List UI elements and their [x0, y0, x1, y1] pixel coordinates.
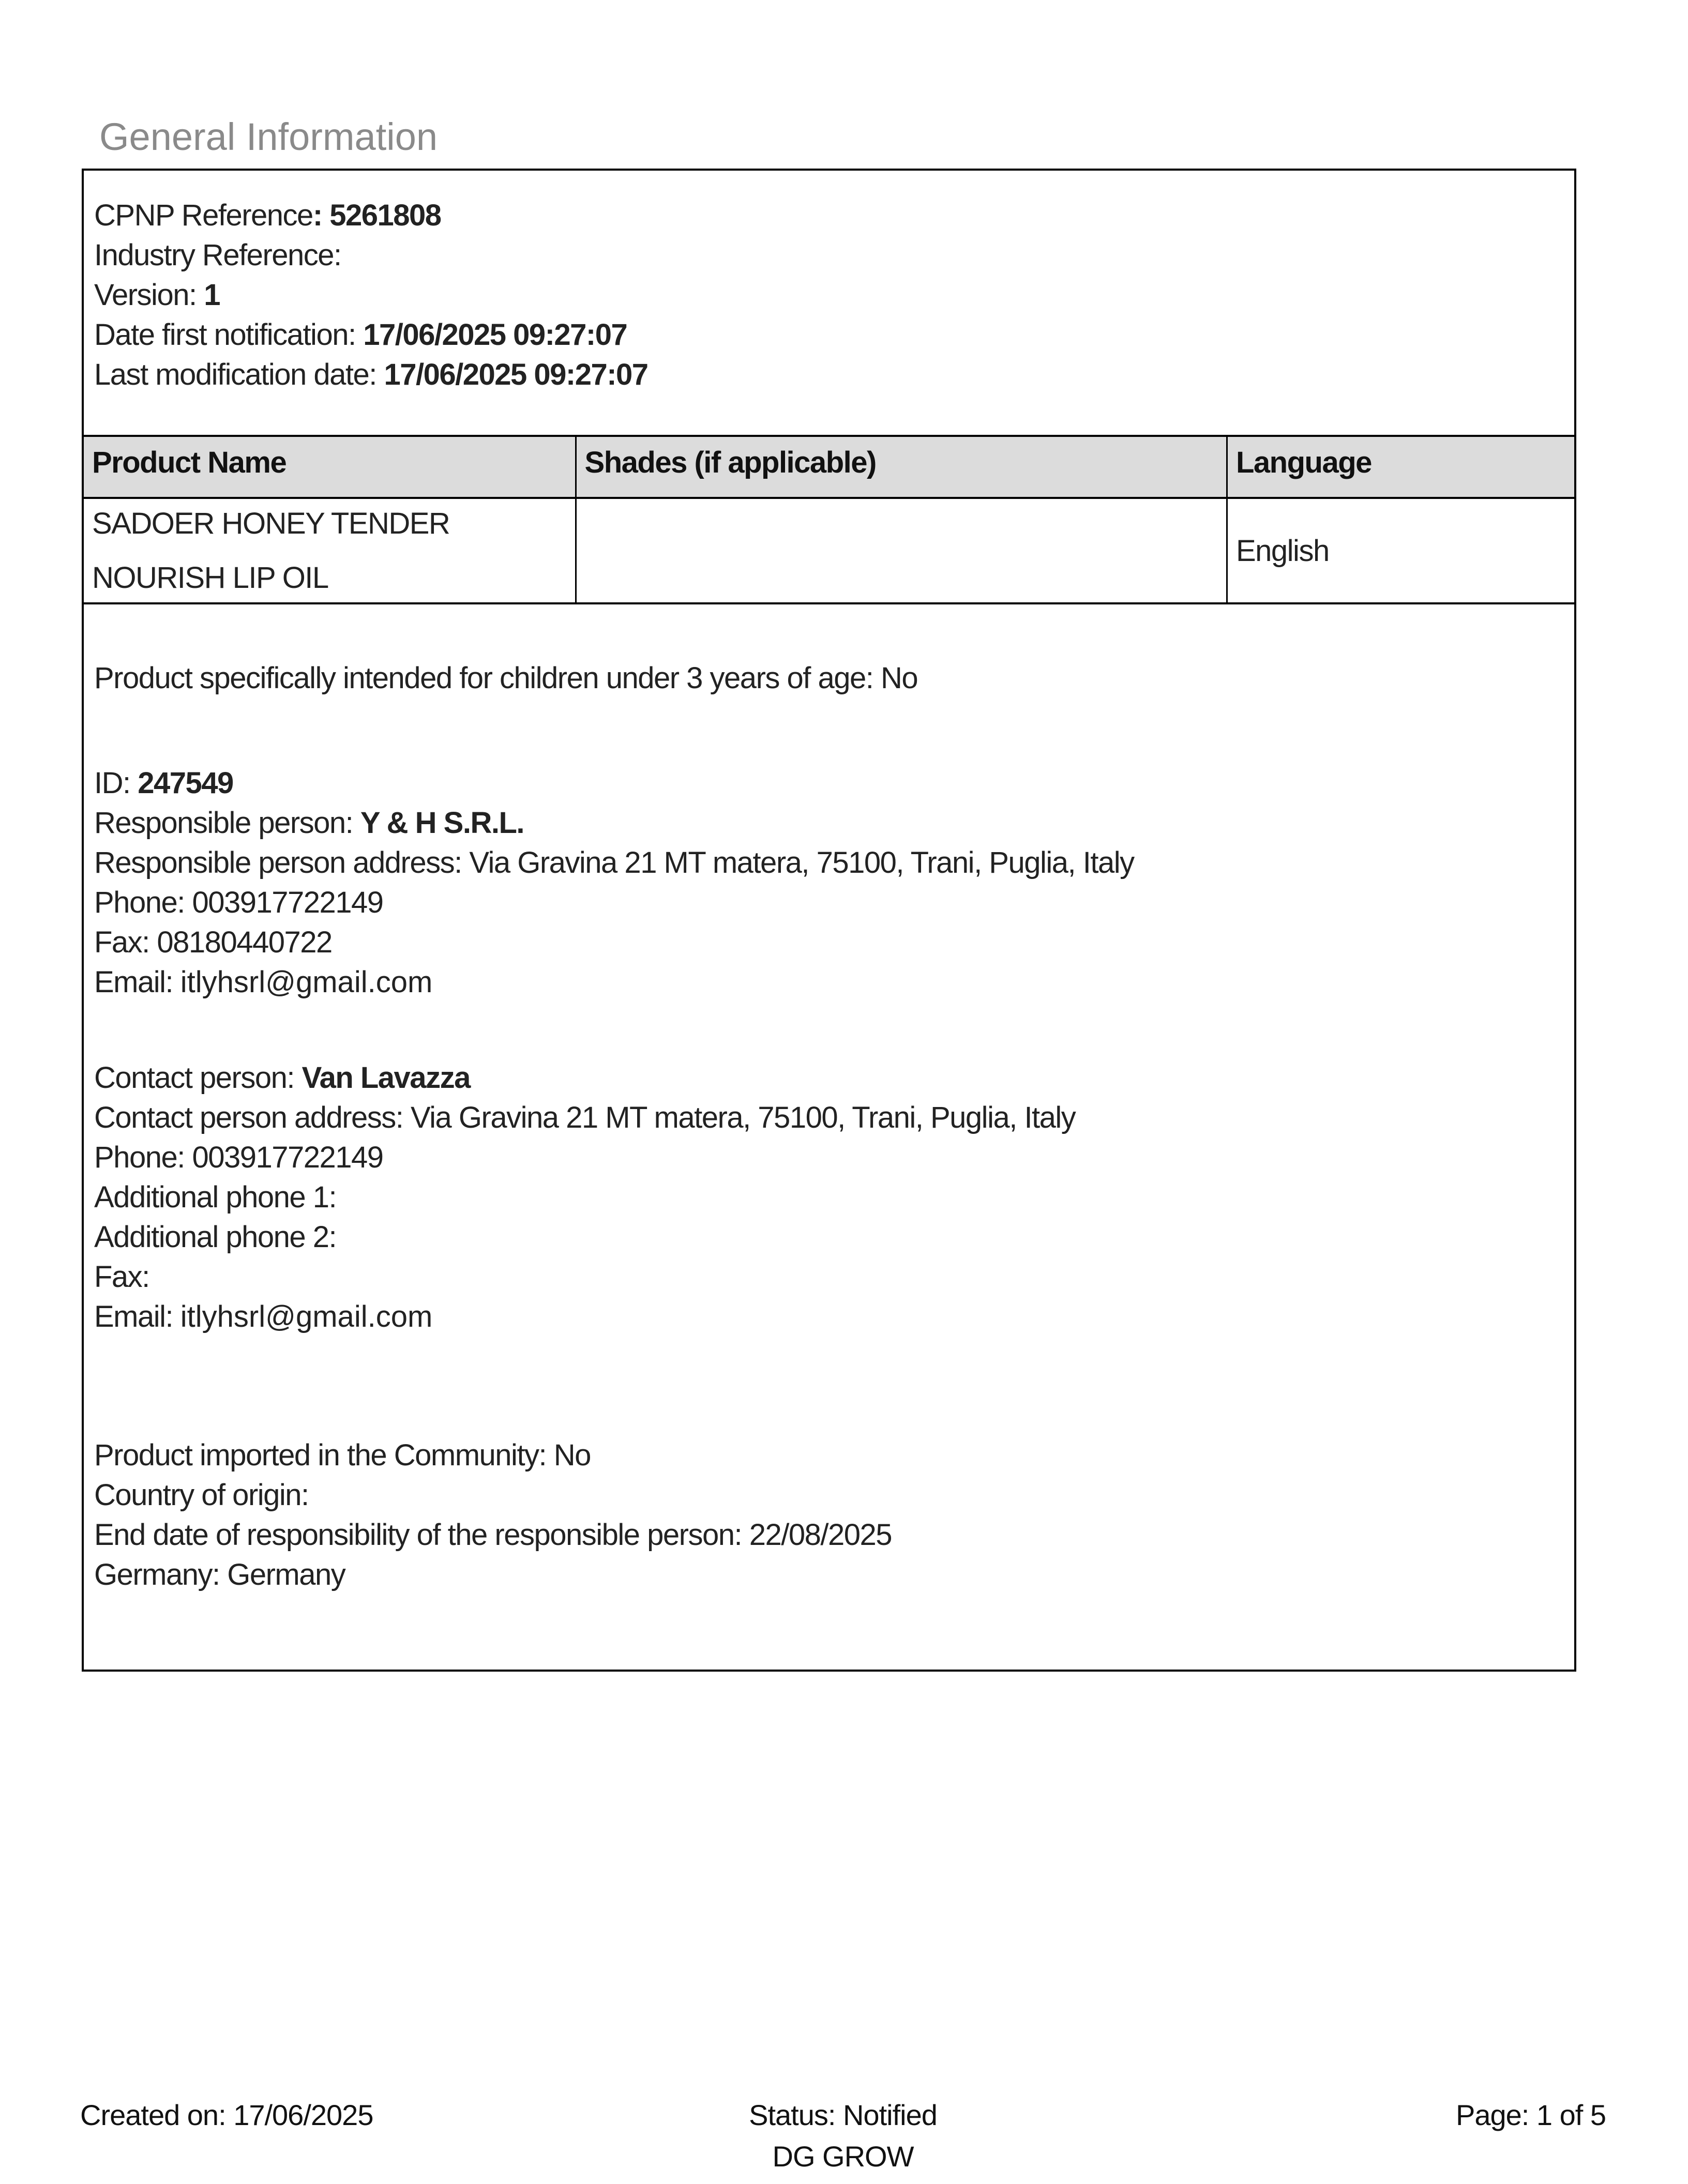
- field-contact-phone: Phone: 003917722149: [94, 1141, 383, 1174]
- label: Industry Reference:: [94, 238, 341, 272]
- field-cpnp-reference: [84, 195, 1574, 235]
- field-additional-phone-1: Additional phone 1:: [94, 1180, 337, 1214]
- value: Van Lavazza: [302, 1061, 470, 1095]
- label: Email:: [94, 965, 180, 999]
- label: Version:: [94, 278, 204, 312]
- field-children-intended: Product specifically intended for children under 3 years of age: No: [94, 661, 918, 695]
- value: Y & H S.R.L.: [360, 806, 524, 840]
- page-footer: [80, 2095, 1606, 2135]
- field-country-of-origin: Country of origin:: [94, 1478, 309, 1512]
- value: 1: [204, 278, 220, 312]
- field-phone: Phone: 003917722149: [94, 886, 383, 919]
- value: 17/06/2025 09:27:07: [384, 358, 648, 391]
- col-header-language: Language: [1227, 436, 1574, 498]
- field-contact-person-address: Contact person address: Via Gravina 21 MT matera, 75100, Trani, Puglia, Italy: [94, 1101, 1076, 1134]
- cell-product-name: [84, 498, 576, 603]
- field-responsible-person: [84, 803, 1574, 843]
- label: Contact person:: [94, 1061, 302, 1095]
- product-name-line-2: NOURISH LIP OIL: [92, 561, 328, 595]
- cell-shades: [576, 498, 1227, 603]
- page-title: General Information: [99, 115, 438, 158]
- import-section: [84, 1435, 1574, 1595]
- product-table-header-row: [84, 436, 1574, 498]
- value: 247549: [138, 766, 233, 800]
- field-contact-fax: Fax:: [94, 1260, 149, 1294]
- footer-dg-grow: DG GROW: [772, 2140, 914, 2173]
- field-product-imported: Product imported in the Community: No: [94, 1438, 591, 1472]
- field-date-first-notification: [84, 315, 1574, 355]
- field-fax: Fax: 08180440722: [94, 926, 332, 959]
- field-version: [84, 275, 1574, 315]
- responsible-person-section: [84, 763, 1574, 1002]
- col-header-shades: Shades (if applicable): [576, 436, 1227, 498]
- table-row: [84, 498, 1574, 603]
- field-contact-person: [84, 1058, 1574, 1098]
- col-header-product-name: Product Name: [84, 436, 576, 498]
- value: : 5261808: [312, 199, 441, 232]
- cell-language: English: [1227, 498, 1574, 603]
- contact-person-section: [84, 1058, 1574, 1337]
- footer-status: Status: Notified: [749, 2099, 937, 2131]
- field-end-date-responsibility: End date of responsibility of the responsible person: 22/08/2025: [94, 1518, 892, 1552]
- label: CPNP Reference: [94, 199, 313, 232]
- email-address: itlyhsrl@gmail.com: [180, 965, 433, 999]
- footer-created-on: Created on: 17/06/2025: [80, 2099, 373, 2131]
- general-info-box: [82, 169, 1576, 1672]
- label: Last modification date:: [94, 358, 384, 391]
- field-id: [84, 763, 1574, 803]
- field-industry-reference: [84, 235, 1574, 275]
- value: 17/06/2025 09:27:07: [363, 318, 627, 352]
- field-responsible-person-address: Responsible person address: Via Gravina 21 MT matera, 75100, Trani, Puglia, Italy: [94, 846, 1134, 879]
- label: ID:: [94, 766, 138, 800]
- label: Responsible person:: [94, 806, 360, 840]
- footer-page-number: Page: 1 of 5: [1455, 2099, 1606, 2131]
- field-additional-phone-2: Additional phone 2:: [94, 1220, 337, 1254]
- email-address: itlyhsrl@gmail.com: [180, 1300, 433, 1333]
- product-table: [84, 435, 1574, 604]
- field-contact-email: [84, 1297, 1574, 1337]
- label: Date first notification:: [94, 318, 364, 352]
- field-email: [84, 962, 1574, 1002]
- label: Email:: [94, 1300, 180, 1333]
- field-last-modification-date: [84, 355, 1574, 395]
- product-name-line-1: SADOER HONEY TENDER: [92, 507, 450, 540]
- field-germany: Germany: Germany: [94, 1558, 345, 1591]
